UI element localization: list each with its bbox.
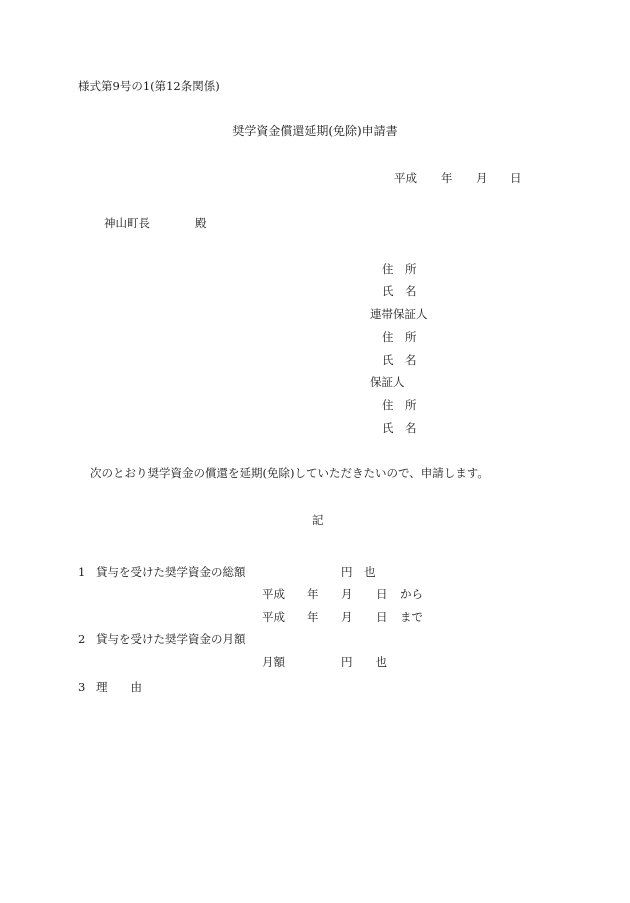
item1-number: 1 xyxy=(78,565,86,579)
item3-label: 理 由 xyxy=(96,680,142,694)
addressee-honorific: 殿 xyxy=(195,216,207,230)
date-era: 平成 xyxy=(394,171,417,185)
period-to-month: 月 xyxy=(341,610,353,624)
period-from-suffix: から xyxy=(400,587,423,601)
addressee-name: 神山町長 xyxy=(104,216,150,230)
applicant-address-label: 住 所 xyxy=(382,262,417,276)
joint-guarantor-heading: 連帯保証人 xyxy=(370,307,428,321)
request-statement: 次のとおり奨学資金の償還を延期(免除)していただきたいので、申請します。 xyxy=(90,466,489,480)
period-from-year: 年 xyxy=(307,587,319,601)
item2-label: 貸与を受けた奨学資金の月額 xyxy=(96,632,246,646)
item3-number: 3 xyxy=(78,680,86,694)
item1-unit: 円 也 xyxy=(341,565,376,579)
date-day: 日 xyxy=(510,171,522,185)
period-to-suffix: まで xyxy=(400,610,423,624)
period-from-day: 日 xyxy=(376,587,388,601)
joint-guarantor-address-label: 住 所 xyxy=(382,330,417,344)
applicant-name-label: 氏 名 xyxy=(382,284,417,298)
item2-monthly-label: 月額 xyxy=(262,655,285,669)
item2-number: 2 xyxy=(78,632,86,646)
period-to-year: 年 xyxy=(307,610,319,624)
joint-guarantor-name-label: 氏 名 xyxy=(382,353,417,367)
period-to-day: 日 xyxy=(376,610,388,624)
item1-label: 貸与を受けた奨学資金の総額 xyxy=(96,565,246,579)
period-from-era: 平成 xyxy=(262,587,285,601)
date-year: 年 xyxy=(441,171,453,185)
guarantor-heading: 保証人 xyxy=(370,375,405,389)
item2-unit: 円 也 xyxy=(341,655,387,669)
date-month: 月 xyxy=(476,171,488,185)
form-number: 様式第9号の1(第12条関係) xyxy=(78,79,220,93)
guarantor-address-label: 住 所 xyxy=(382,398,417,412)
period-to-era: 平成 xyxy=(262,610,285,624)
period-from-month: 月 xyxy=(341,587,353,601)
guarantor-name-label: 氏 名 xyxy=(382,421,417,435)
form-title: 奨学資金償還延期(免除)申請書 xyxy=(232,124,398,138)
ki-heading: 記 xyxy=(312,513,324,527)
